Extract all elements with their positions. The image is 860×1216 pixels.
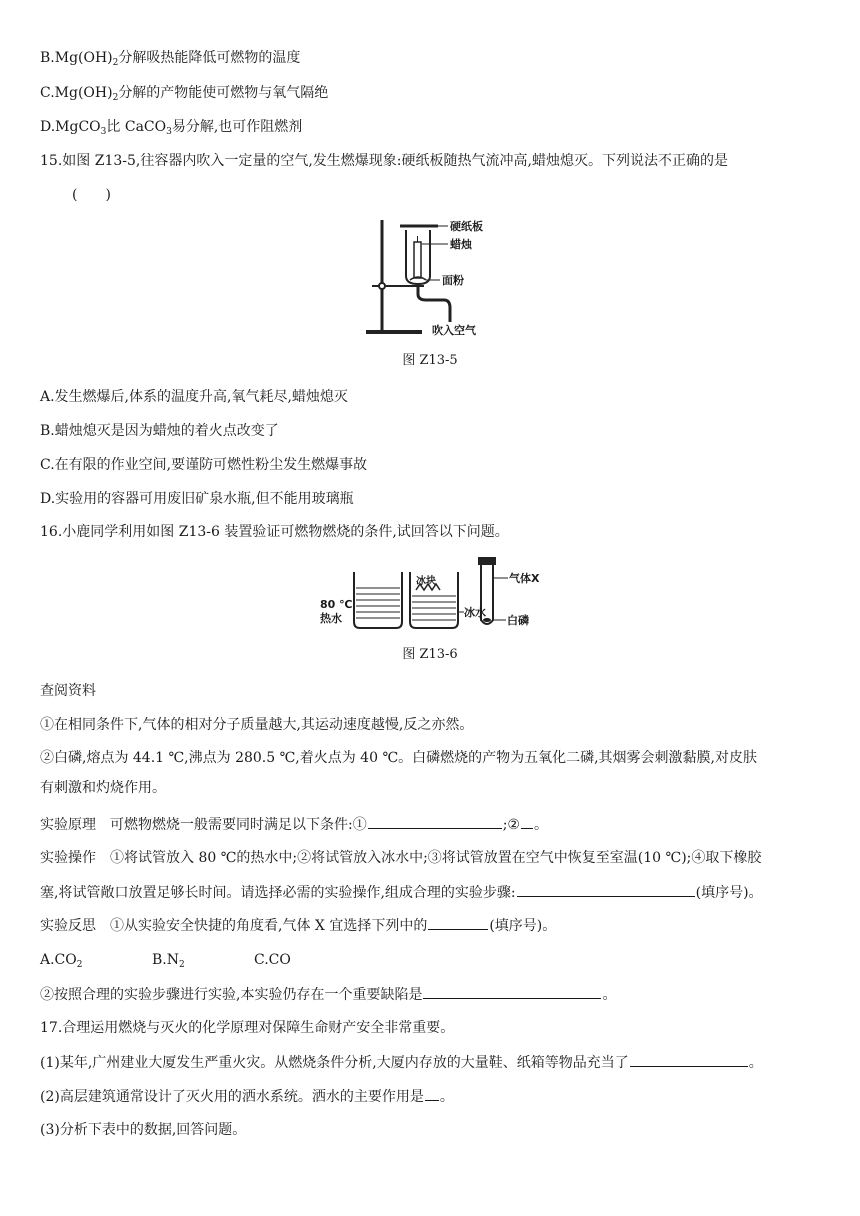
blank-condition-1[interactable] xyxy=(368,814,502,829)
blank-steps[interactable] xyxy=(517,882,695,897)
reference-2-line2: 有刺激和灼烧作用。 xyxy=(40,780,166,796)
label-candle: 蜡烛 xyxy=(450,238,472,251)
q17-part3: (3)分析下表中的数据,回答问题。 xyxy=(40,1122,247,1138)
choice-a: $A.CO_2$ xyxy=(40,952,83,970)
reference-title: 查阅资料 xyxy=(40,683,96,699)
label-flour: 面粉 xyxy=(442,274,464,287)
blank-defect[interactable] xyxy=(423,984,601,999)
q17-part1: (1)某年,广州建业大厦发生严重火灾。从燃烧条件分析,大厦内存放的大量鞋、纸箱等物品充当了 。 xyxy=(40,1052,763,1073)
q15-option-c: C.在有限的作业空间,要谨防可燃性粉尘发生燃爆事故 xyxy=(40,457,368,473)
label-hot-water: 热水 xyxy=(320,612,342,625)
figure-caption-z13-6: 图 Z13-6 xyxy=(402,647,458,662)
reflection-1: 实验反思 ①从实验安全快捷的角度看,气体 X 宜选择下列中的 (填序号)。 xyxy=(40,915,556,936)
blank-gas-choice[interactable] xyxy=(428,915,488,930)
q16-stem: 16.小鹿同学利用如图 Z13-6 装置验证可燃物燃烧的条件,试回答以下问题。 xyxy=(40,524,509,540)
reference-1: ①在相同条件下,气体的相对分子质量越大,其运动速度越慢,反之亦然。 xyxy=(40,717,474,733)
reflection-2: ②按照合理的实验步骤进行实验,本实验仍存在一个重要缺陷是 。 xyxy=(40,984,616,1005)
experiment-operation-line1: 实验操作 ①将试管放入 80 ℃的热水中;②将试管放入冰水中;③将试管放置在空气中恢复至室温(10 ℃);④取下橡胶 xyxy=(40,850,762,866)
reference-2-line1: ②白磷,熔点为 44.1 ℃,沸点为 280.5 ℃,着火点为 40 ℃。白磷燃烧的产物为五氧化二磷,其烟雾会刺激黏膜,对皮肤 xyxy=(40,750,757,766)
choice-c: C.CO xyxy=(254,952,291,968)
figure-z13-5 xyxy=(360,214,500,340)
experiment-operation-line2: 塞,将试管敞口放置足够长时间。请选择必需的实验操作,组成合理的实验步骤: (填序号)。 xyxy=(40,882,763,903)
blank-part2[interactable] xyxy=(425,1086,439,1101)
q14-option-d: D.MgCO$_3$比 CaCO$_3$易分解,也可作阻燃剂 xyxy=(40,119,303,137)
choice-b: $B.N_2$ xyxy=(152,952,185,970)
q15-option-d: D.实验用的容器可用废旧矿泉水瓶,但不能用玻璃瓶 xyxy=(40,491,354,507)
label-ice-water: 冰水 xyxy=(464,606,486,619)
q14-option-b: $B.Mg(OH)_2$分解吸热能降低可燃物的温度 xyxy=(40,50,301,68)
q15-option-b: B.蜡烛熄灭是因为蜡烛的着火点改变了 xyxy=(40,423,279,439)
q14-option-c: $C.Mg(OH)_2$分解的产物能使可燃物与氧气隔绝 xyxy=(40,85,329,103)
label-gas-x: 气体X xyxy=(509,572,540,585)
blank-condition-2[interactable] xyxy=(521,814,533,829)
label-cardboard: 硬纸板 xyxy=(450,220,483,233)
q15-option-a: A.发生燃爆后,体系的温度升高,氧气耗尽,蜡烛熄灭 xyxy=(40,389,348,405)
q15-answer-paren: ( ) xyxy=(72,187,111,203)
label-80c: 80 ℃ xyxy=(320,598,353,611)
q17-stem: 17.合理运用燃烧与灭火的化学原理对保障生命财产安全非常重要。 xyxy=(40,1020,455,1036)
label-blow-air: 吹入空气 xyxy=(432,324,476,337)
label-ice-block: 冰块 xyxy=(416,576,436,587)
figure-z13-6 xyxy=(316,556,556,634)
label-white-phosphorus: 白磷 xyxy=(507,614,529,627)
blank-part1[interactable] xyxy=(630,1052,748,1067)
q17-part2: (2)高层建筑通常设计了灭火用的洒水系统。洒水的主要作用是 。 xyxy=(40,1086,454,1107)
experiment-principle: 实验原理 可燃物燃烧一般需要同时满足以下条件:① ;② 。 xyxy=(40,814,548,835)
q15-stem: 15.如图 Z13-5,往容器内吹入一定量的空气,发生燃爆现象:硬纸板随热气流冲高,蜡烛熄灭。下列说法不正确的是 xyxy=(40,153,728,169)
figure-caption-z13-5: 图 Z13-5 xyxy=(402,353,458,368)
